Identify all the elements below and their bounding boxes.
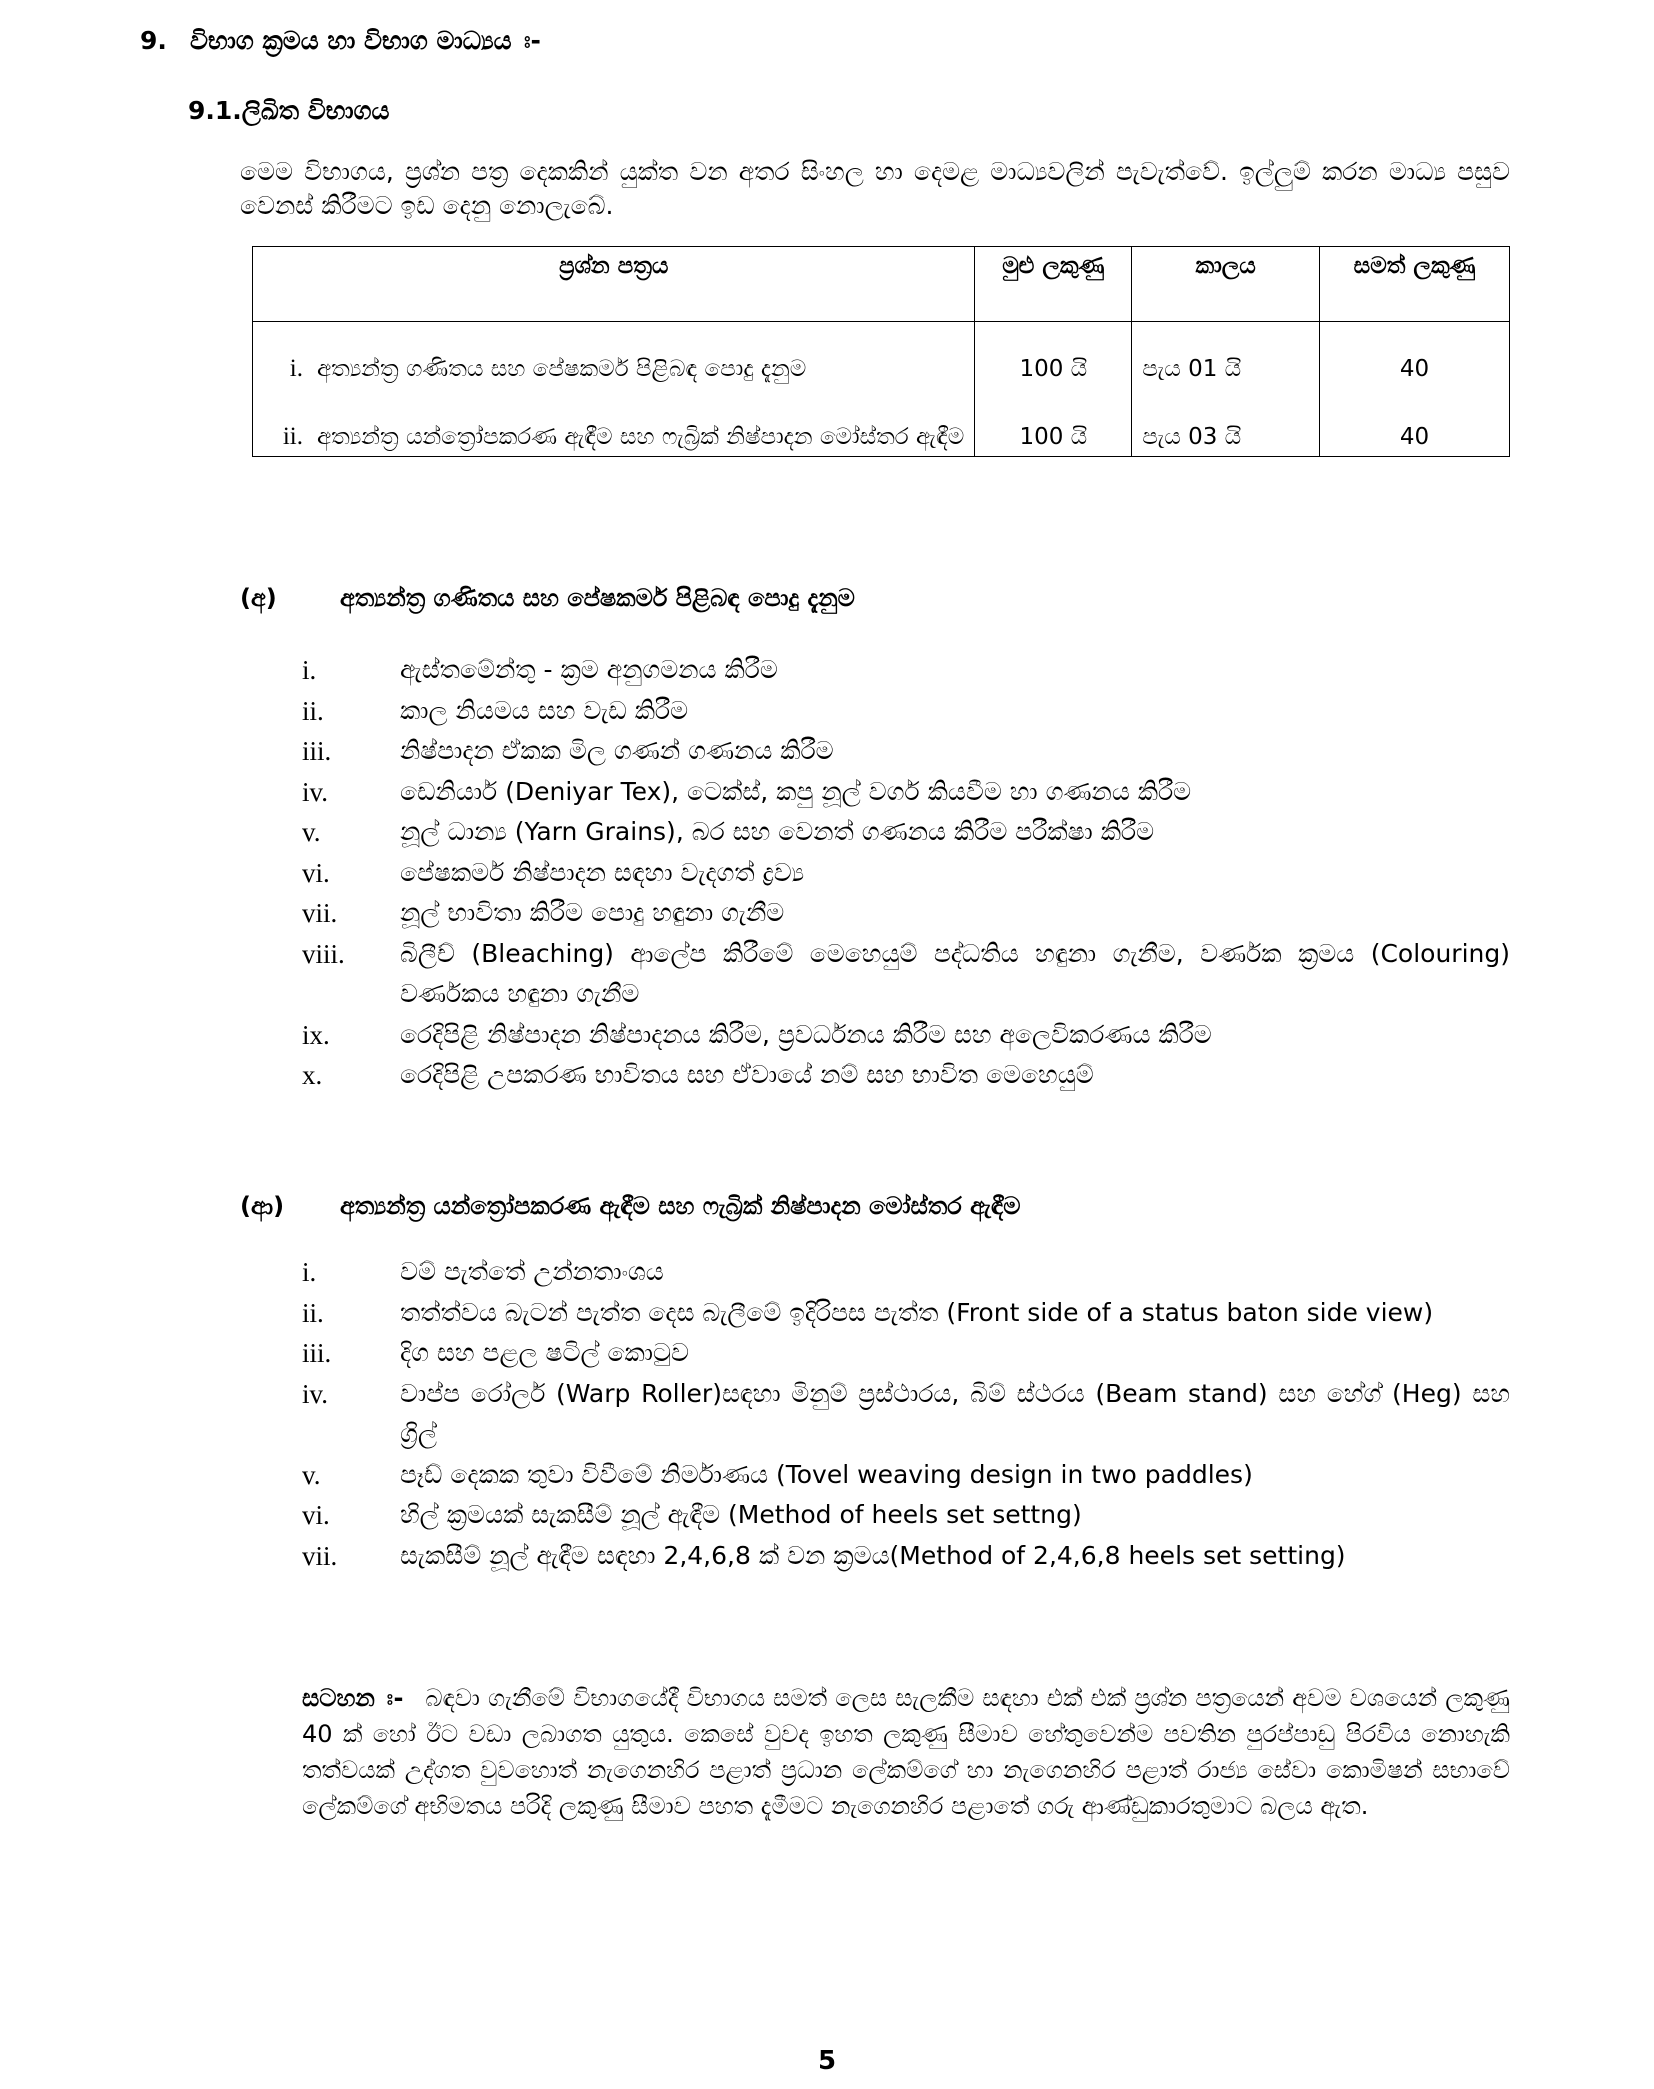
- list-item: [302, 934, 1510, 1015]
- part-b-title: අත්‍යන්ත්‍ර යන්ත්‍රෝපකරණ ඇඳීම සහ ෆැබ්‍රික් නිෂ්පාදන මෝස්තර ඇඳීම: [340, 1192, 1021, 1220]
- list-item-roman: iii.: [302, 736, 332, 766]
- duration-value: පැය 03 යි: [1142, 424, 1242, 450]
- list-item: [302, 1293, 1510, 1334]
- pass-marks-value: 40: [1399, 424, 1430, 450]
- list-item-roman: v.: [302, 817, 321, 847]
- list-item-text: නිෂ්පාදන ඒකක මිල ගණන් ගණනය කිරීම: [400, 736, 834, 765]
- part-a-marker: (අ): [240, 584, 277, 612]
- list-item-text: කාල නියමය සහ වැඩ කිරීම: [400, 695, 689, 725]
- list-item-roman: ix.: [302, 1019, 330, 1050]
- note-paragraph: [302, 1680, 1510, 1824]
- list-item-roman: i.: [302, 655, 317, 685]
- list-item-text: පේෂකර්ම නිෂ්පාදන සඳහා වැදගත් ද්‍රව්‍ය: [400, 857, 805, 887]
- duration-cell: [1132, 322, 1320, 457]
- list-item: [302, 812, 1510, 853]
- total-marks-value: 100 යි: [1019, 424, 1088, 450]
- part-a-heading: [240, 584, 855, 612]
- paper-roman: ii.: [282, 423, 303, 450]
- total-marks-cell: [975, 322, 1132, 457]
- exam-papers-table: [252, 246, 1510, 457]
- list-item-roman: viii.: [302, 938, 345, 969]
- section-number: 9.: [140, 26, 167, 55]
- list-item-text: සැකසීම් නූල් ඇඳීම සඳහා 2,4,6,8 ක් වන ක්‍රමය(Method of 2,4,6,8 heels set setting): [400, 1540, 1346, 1570]
- list-item-text: ඇස්තමේන්තු - ක්‍රම අනුගමනය කිරීම: [400, 655, 778, 684]
- part-a-title: අත්‍යන්ත්‍ර ගණිතය සහ පේෂකර්ම පිළිබඳ පොදු දැනුම: [340, 584, 855, 612]
- list-item-text: වම් පැත්තේ උන්නතාංශය: [400, 1257, 664, 1286]
- list-item: [302, 1374, 1510, 1455]
- list-item-text: තත්ත්වය බැටන් පැත්ත දෙස බැලීමේ ඉදිරිපස පැත්ත (Front side of a status baton side view): [400, 1297, 1434, 1327]
- list-item: [302, 1252, 1510, 1293]
- list-item-roman: ii.: [302, 695, 324, 726]
- list-item-roman: vii.: [302, 1540, 338, 1571]
- list-item: [302, 650, 1510, 691]
- table-row: [253, 322, 1510, 457]
- list-item-text: රෙදිපිළි උපකරණ භාවිතය සහ ඒවායේ නම් සහ භාවිත මෙහෙයුම්: [400, 1060, 1094, 1089]
- list-item-roman: vii.: [302, 898, 338, 928]
- list-item: [302, 1015, 1510, 1056]
- paper-name: අත්‍යන්ත්‍ර යන්ත්‍රෝපකරණ ඇඳීම සහ ෆැබ්‍රික් නිෂ්පාදන මෝස්තර ඇඳීම: [317, 424, 965, 450]
- list-item: [302, 731, 1510, 772]
- header-total-marks: මුළු ලකුණු: [975, 247, 1132, 322]
- list-item-text: බිලීච් (Bleaching) ආලේප කිරීමේ මෙහෙයුම් පද්ධතිය හඳුනා ගැනීම, වර්ණක ක්‍රමය (Colouring) වර්ණකය හඳුනා ගැනීම: [400, 938, 1510, 1008]
- list-item-roman: iii.: [302, 1338, 332, 1368]
- paper-row: [263, 352, 964, 386]
- note-label: සටහන ඃ-: [302, 1684, 404, 1712]
- list-item-roman: x.: [302, 1060, 323, 1090]
- subsection-heading: 9.1.ලිඛිත විභාගය: [188, 96, 390, 125]
- pass-marks-value: 40: [1399, 356, 1430, 382]
- list-item-text: ඩෙනියාර් (Deniyar Tex), ටෙක්ස්, කපු නූල් වර්ග කියවීම හා ගණනය කිරීම: [400, 776, 1192, 806]
- list-item: [302, 1333, 1510, 1374]
- part-a-list: [302, 650, 1510, 1096]
- duration-value: පැය 01 යි: [1142, 356, 1242, 382]
- list-item: [302, 1455, 1510, 1496]
- paper-row: [263, 420, 964, 454]
- note-text: බඳවා ගැනීමේ විභාගයේදී විභාගය සමත් ලෙස සැලකීම සඳහා එක් එක් ප්‍රශ්න පත්‍රයෙන් අවම වශයෙන් ලකුණු 40 ක් හෝ ඊට වඩා ලබාගත යුතුය. කෙසේ වුවද ඉහත ලකුණු සීමාව හේතුවෙන්ම පවතින පුරප්පාඩු පිරවිය නොහැකි තත්වයක් උද්ගත වුවහොත් නැගෙනහිර පළාත් ප්‍රධාන ලේකම්ගේ හා නැගෙනහිර පළාත් රාජ්‍ය සේවා කොමිෂන් සභාවේ ලේකම්ගේ අභිමතය පරිදි ලකුණු සීමාව පහත දැමීමට නැගෙනහිර පළාතේ ගරු ආණ්ඩුකාරතුමාට බලය ඇත.: [302, 1684, 1510, 1820]
- section-heading: [140, 26, 541, 56]
- list-item-text: පෑඩ් දෙකක තුවා විවීමේ නිර්මාණය (Tovel weaving design in two paddles): [400, 1459, 1253, 1489]
- list-item-text: රෙදිපිළි නිෂ්පාදන නිෂ්පාදනය කිරීම, ප්‍රවර්ධනය කිරීම සහ අලෙවිකරණය කිරීම: [400, 1019, 1212, 1049]
- list-item: [302, 691, 1510, 732]
- page-number: 5: [817, 2046, 837, 2076]
- list-item-text: වාප්ප රෝලර් (Warp Roller)සඳහා මිනුම් ප්‍රස්ථාරය, බිම් ස්ථරය (Beam stand) සහ හේග් (Heg) සහ ග්‍රිල්: [400, 1378, 1510, 1448]
- part-b-heading: [240, 1192, 1020, 1220]
- list-item-text: දිග සහ පළල ෂටිල් කොටුව: [400, 1338, 689, 1367]
- list-item-roman: iv.: [302, 776, 328, 807]
- paper-cell: [253, 322, 975, 457]
- intro-paragraph: මෙම විභාගය, ප්‍රශ්න පත්‍ර දෙකකින් යුක්ත වන අතර සිංහල හා දෙමළ මාධ්‍යවලින් පැවැත්වේ. ඉල්ලුම් කරන මාධ්‍ය පසුව වෙනස් කිරීමට ඉඩ දෙනු නොලැබේ.: [240, 157, 1510, 220]
- list-item-roman: iv.: [302, 1378, 328, 1409]
- list-item: [302, 893, 1510, 934]
- list-item-roman: i.: [302, 1257, 317, 1287]
- list-item: [302, 853, 1510, 894]
- total-marks-value: 100 යි: [1019, 356, 1088, 382]
- paper-name: අත්‍යන්ත්‍ර ගණිතය සහ පේෂකර්ම පිළිබඳ පොදු දැනුම: [317, 356, 807, 382]
- header-pass-marks: සමත් ලකුණු: [1320, 247, 1510, 322]
- list-item: [302, 1536, 1510, 1577]
- list-item-roman: vi.: [302, 857, 330, 888]
- list-item-text: නූල් භාවිතා කිරීම පොදු හඳුනා ගැනීම: [400, 898, 785, 927]
- list-item: [302, 1055, 1510, 1096]
- paper-roman: i.: [289, 355, 303, 382]
- section-title: විභාග ක්‍රමය හා විභාග මාධ්‍යය ඃ-: [190, 26, 541, 55]
- list-item-text: හිල් ක්‍රමයක් සැකසීම් නූල් ඇඳීම (Method of heels set settng): [400, 1500, 1082, 1529]
- list-item-roman: v.: [302, 1459, 321, 1490]
- list-item-text: නූල් ධාන්‍ය (Yarn Grains), බර සහ වෙනත් ගණනය කිරීම පරීක්ෂා කිරීම: [400, 817, 1155, 846]
- pass-marks-cell: [1320, 322, 1510, 457]
- part-b-list: [302, 1252, 1510, 1576]
- header-duration: කාලය: [1132, 247, 1320, 322]
- list-item-roman: vi.: [302, 1500, 330, 1530]
- list-item-roman: ii.: [302, 1297, 324, 1328]
- list-item: [302, 1495, 1510, 1536]
- header-paper: ප්‍රශ්න පත්‍රය: [253, 247, 975, 322]
- table-header-row: [253, 247, 1510, 322]
- list-item: [302, 772, 1510, 813]
- part-b-marker: (ආ): [240, 1192, 285, 1220]
